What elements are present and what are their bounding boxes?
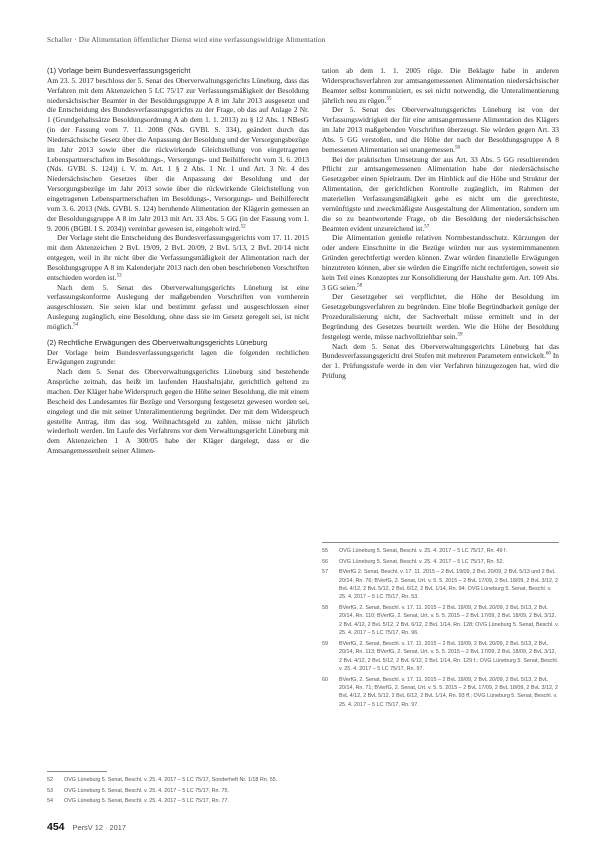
paragraph bbox=[322, 342, 559, 381]
footnote-text: OVG Lüneburg 5. Senat, Beschl. v. 25. 4. 2017 – 5 LC 75/17, Rn. 77. bbox=[64, 798, 230, 805]
paragraph-text: tation ab dem 1. 1. 2005 rüge. Die Beklagte habe in anderen Widerspruchsverfahren zur amtsangemessenen Alimentation niedersächsischer Beamter selbst kommuniziert, es sei nicht notwendig, die Unteralimentierung jährlich neu zu rügen. bbox=[322, 66, 559, 105]
footnote-number: 53 bbox=[47, 787, 53, 794]
footnote-text: BVerfG, 2. Senat, Beschl. v. 17. 11. 2015 – 2 BvL 19/09, 2 BvL 20/09, 2 BvL 5/13, 2 BvL 20/14, Rn. 71; BVerfG, 2. Senat, Urt. v. 5. 5. 2015 – 2 BvL 17/09, 2 BvL 18/09, 2 BvL 3/12, 2 BvL 4/12, 2 BvL 5/12, 2 BvL 6/12, 2 BvL 1/14, Rn. 93 ff.; OVG Lüneburg 5. Senat, Beschl. v. 25. 4. 2017 – 5 LC 75/17, Rn. 97. bbox=[339, 676, 558, 708]
paragraph-text: Am 23. 5. 2017 beschloss der 5. Senat des Oberverwaltungsgerichts Lüneburg, dass das Verfahren mit dem Aktenzeichen 5 LC 75/17 zur Verfassungsmäßigkeit der Besoldung niedersächsischer Beamter in der Besoldungsgruppe A 8 im Jahr 2013 ausgesetzt und die Entscheidung des Bundesverfassungsgerichts zu der Frage, ob das auf Anlage 2 Nr. 1 (Grundgehaltssätze Besoldungsordnung A ab dem 1. 1. 2013) zu § 12 Abs. 1 NBesG (in der Fassung vom 7. 11. 2008 (Nds. GVBl. S. 334), geändert durch das Niedersächsische Gesetz über die Anpassung der Besoldung und der Versorgungsbezüge im Jahr 2013 sowie über die rückwirkende Gleichstellung von eingetragenen Lebenspartnerschaften im Besoldungs-, Versorgungs- und Beihilferecht vom 3. 6. 2013 (Nds. GVBl. S. 124)) i. V. m. Art. 1 § 2 Abs. 1 Nr. 1 und Art. 3 Nr. 4 des Niedersächsischen Gesetzes über die Anpassung der Besoldung und der Versorgungsbezüge im Jahr 2013 sowie über die rückwirkende Gleichstellung von eingetragenen Lebenspartnerschaften im Besoldungs-, Versorgungs- und Beihilferecht vom 3. 6. 2013 (Nds. GVBl. S. 124) beruhende Alimentation der Klägerin gemessen an der Besoldungsgruppe A 8 im Jahr 2013 mit Art. 33 Abs. 5 GG (in der Fassung vom 1. 9. 2006 (BGBl. I S. 2034)) vereinbar gewesen ist, eingeholt wird. bbox=[47, 75, 309, 233]
footnote-text: BVerfG, 2. Senat, Beschl. v. 17. 11. 2015 – 2 BvL 19/09, 2 BvL 20/09, 2 BvL 5/13, 2 BvL 20/14, Rn. 110; BVerfG, 2. Senat, Urt. v. 5. 5. 2015 – 2 BvL 17/09, 2 BvL 18/09, 2 BvL 3/12, 2 BvL 4/12, 2 BvL 5/12, 2 BvL 6/12, 2 BvL 1/14, Rn. 128; OVG Lüneburg 5. Senat, Beschl. v. 25. 4. 2017 – 5 LC 75/17, Rn. 96. bbox=[339, 605, 559, 637]
paragraph: Der Vorlage beim Bundesverfassungsgericht lagen die folgenden rechtlichen Erwägungen zugrunde: bbox=[47, 347, 309, 367]
page-number: 454 bbox=[47, 821, 65, 833]
footnote bbox=[322, 676, 559, 710]
page-footer bbox=[47, 817, 126, 835]
right-column bbox=[322, 66, 559, 381]
footnote bbox=[322, 547, 559, 555]
footnote-rule-right bbox=[322, 542, 559, 543]
paragraph bbox=[47, 283, 309, 332]
paragraph-text: Nach dem 5. Senat des Oberverwaltungsgerichts Lüneburg ist eine verfassungskonforme Auslegung der maßgebenden Vorschriften von vornherein ausgeschlossen. Sie seien klar und bestimmt gefasst und ausgeschlossen einer Auslegung zugänglich, eine Besoldung, ohne dass sie im Gesetz geregelt sei, ist nicht möglich. bbox=[47, 282, 309, 331]
paragraph-text: Die Alimentation genieße relativen Normbestandsschutz. Kürzungen der oder andere Einschnitte in die Bezüge würden nur aus systemimmanenten Gründen gerechtfertigt werden können. Zwar würden finanzielle Erwägungen hinzutreten können, aber sie würden die Eingriffe nicht rechtfertigen, soweit sie kein Teil eines Konzeptes zur Konsolidierung der Haushalte gem. Art. 109 Abs. 3 GG seien. bbox=[322, 233, 559, 292]
footnote-text: OVG Lüneburg 5. Senat, Beschl. v. 25. 4. 2017 – 5 LC 75/17, Sonderheft Nr. 1/18 Rn. 55. bbox=[64, 777, 278, 783]
footnote-text: BVerfG 2. Senat, Beschl. v. 17. 11. 2015 – 2 BvL 19/09, 2 BvL 20/09, 2 BvL 5/13 und 2 BvL 20/14, Rn. 76; BVerfG, 2. Senat, Urt. v. 5. 5. 2015 – 2 BvL 17/09, 2 BvL 18/09, 2 BvL 3/12, 2 BvL 4/12, 2 BvL 5/12, 2 BvL 6/12, 2 BvL 1/14, Rn. 94; OVG Lüneburg 5. Senat, Beschl. v. 25. 4. 2017 – 5 LC 75/17, Rn. 53. bbox=[339, 569, 558, 601]
footnote-ref: 55 bbox=[386, 96, 392, 102]
footnote-ref: 58 bbox=[357, 283, 363, 289]
footnote-number: 57 bbox=[322, 569, 328, 576]
footnote-text: OVG Lüneburg 5. Senat, Beschl. v. 25. 4. 2017 – 5 LC 75/17, Rn. 75. bbox=[64, 787, 230, 794]
footnote-text: BVerfG, 2. Senat, Beschl. v. 17. 11. 2015 – 2 BvL 19/09, 2 BvL 20/09, 2 BvL 5/13, 2 BvL 20/14, Rn. 113; BVerfG, 2. Senat, Urt. v. 5. 5. 2015 – 2 BvL 17/09, 2 BvL 18/09, 2 BvL 3/12, 2 BvL 4/12, 2 BvL 5/12, 2 BvL 6/12, 2 BvL 1/14, Rn. 129 f.; OVG Lüneburg 5. Senat, Beschl. v. 25. 4. 2017 – 5 LC 75/17, Rn. 97. bbox=[339, 640, 559, 673]
footnote-ref: 60 bbox=[545, 352, 551, 357]
footnote-text: OVG Lüneburg 5. Senat, Beschl. v. 25. 4. 2017 – 5 LC 75/17, Rn. 49 f. bbox=[339, 548, 508, 554]
section-heading-1: (1) Vorlage beim Bundesverfassungsgericht bbox=[47, 66, 191, 75]
paragraph-text: Nach dem 5. Senat des Oberverwaltungsgerichts Lüneburg hat das Bundesverfassungsgericht drei Stufen mit mehreren Parametern entwickelt. bbox=[322, 341, 559, 361]
paragraph-text: Der 5. Senat des Oberverwaltungsgerichts Lüneburg ist von der Verfassungswidrigkeit der für eine amtsangemessene Alimentation des Klägers im Jahr 2013 maßgebenden Vorschriften überzeugt. Sie würden gegen Art. 33 Abs. 5 GG verstoßen, und die Höhe der nach der Besoldungsgruppe A 8 bemessenen Alimentation sei unangemessen. bbox=[322, 105, 559, 154]
footnote-rule-left bbox=[47, 771, 107, 772]
footnote bbox=[47, 787, 309, 795]
footnote bbox=[47, 776, 309, 784]
issue-label: PersV 12 · 2017 bbox=[72, 823, 126, 832]
left-column bbox=[47, 66, 309, 456]
footnote bbox=[47, 797, 309, 805]
footnote-text: OVG Lüneburg 5. Senat, Beschl. v. 25. 4. 2017 – 5 LC 75/17, Rn. 52. bbox=[339, 558, 505, 565]
footnote-number: 58 bbox=[322, 605, 328, 611]
paragraph-text: Der Vorlage steht die Entscheidung des Bundesverfassungsgerichts vom 17. 11. 2015 mit dem Aktenzeichen 2 BvL 19/09, 2 BvL 20/09, 2 BvL 5/13, 2 BvL 20/14 nicht entgegen, weil in ihr nicht über die Verfassungsmäßigkeit der Alimentation nach der Besoldungsgruppe A 8 im Kalenderjahr 2013 nach den oben beschriebenen Vorschriften entschieden worden ist. bbox=[47, 233, 309, 282]
footnotes-right bbox=[322, 547, 559, 711]
running-head: Schaller · Die Alimentation öffentlicher Dienst wird eine verfassungswidrige Alimentation bbox=[47, 36, 326, 44]
footnote-number: 54 bbox=[47, 798, 53, 805]
paragraph bbox=[47, 76, 309, 234]
paragraph bbox=[322, 155, 559, 234]
paragraph-text: Bei der praktischen Umsetzung der aus Art. 33 Abs. 5 GG resultierenden Pflicht zur amtsangemessenen Alimentation habe der niedersächsische Gesetzgeber einen Spielraum. Der im Hinblick auf die Höhe und Struktur der Alimentation, der gerichtlichen Kontrolle zugänglich, im Rahmen der materiellen Verfassungsmäßigkeit gehe es nicht um die gerechteste, vernünftigste und zweckmäßigste Ausgestaltung der Alimentation, sondern um die so zu beantwortende Frage, ob die Besoldung der niedersächsischen Beamten evident unzureichend ist. bbox=[322, 154, 559, 233]
paragraph: Nach dem 5. Senat des Oberverwaltungsgerichts Lüneburg sind bestehende Ansprüche zeitnah, das heißt im laufenden Haushaltsjahr, gerichtlich geltend zu machen. Der Kläger habe Widerspruch gegen die Höhe seiner Besoldung, die mit einem Bescheid des Landesamtes für Bezüge und Versorgung festgesetzt gewesen worden sei, eingelegt und die mit seiner Unteralimentierung begründet. Der mit dem Widerspruch gestellte Antrag, ihm das sog. Weihnachtsgeld zu zahlen, müsse nicht jährlich wiederholt werden. Im Laufe des Verfahrens vor dem Verwaltungsgericht Lüneburg mit dem Aktenzeichen 1 A 300/05 habe der Kläger dargelegt, dass er die Amtsangemessenheit seiner Alimen- bbox=[47, 367, 309, 456]
paragraph bbox=[322, 292, 559, 341]
footnote bbox=[322, 604, 559, 638]
footnote-number: 59 bbox=[322, 640, 328, 647]
paragraph bbox=[47, 233, 309, 282]
footnote-number: 56 bbox=[322, 558, 328, 565]
paragraph bbox=[322, 233, 559, 292]
footnote-ref: 52 bbox=[240, 224, 246, 230]
paragraph-text: In der 1. Prüfungsstufe werde in den vier Verfahren hinzugezogen hat, wird die Prüfung bbox=[322, 351, 559, 381]
paragraph bbox=[322, 66, 559, 105]
footnote-ref: 56 bbox=[455, 145, 460, 151]
footnotes-left bbox=[47, 776, 309, 808]
footnote bbox=[322, 640, 559, 674]
footnote-ref: 54 bbox=[73, 322, 79, 328]
paragraph bbox=[322, 105, 559, 154]
section-heading-2: (2) Rechtliche Erwägungen des Oberverwaltungsgerichts Lüneburg bbox=[47, 337, 268, 347]
footnote-ref: 53 bbox=[116, 273, 122, 279]
footnote bbox=[322, 558, 559, 566]
footnote-ref: 57 bbox=[424, 224, 430, 230]
paragraph-text: Der Gesetzgeber sei verpflichtet, die Höhe der Besoldung im Gesetzgebungsverfahren zu begründen. Eine bloße Begründbarkeit genüge der Prozeduralisierung nicht, der Sachverhalt müsse ermittelt und in der Begründung des Gesetzes beurteilt werden. Wie die Höhe der Besoldung festgelegt werde, müsse nachvollziehbar sein. bbox=[322, 292, 559, 341]
footnote-ref: 59 bbox=[457, 332, 463, 338]
footnote bbox=[322, 568, 559, 602]
footnote-number: 60 bbox=[322, 676, 328, 683]
footnote-number: 52 bbox=[47, 777, 53, 783]
footnote-number: 55 bbox=[322, 548, 328, 554]
